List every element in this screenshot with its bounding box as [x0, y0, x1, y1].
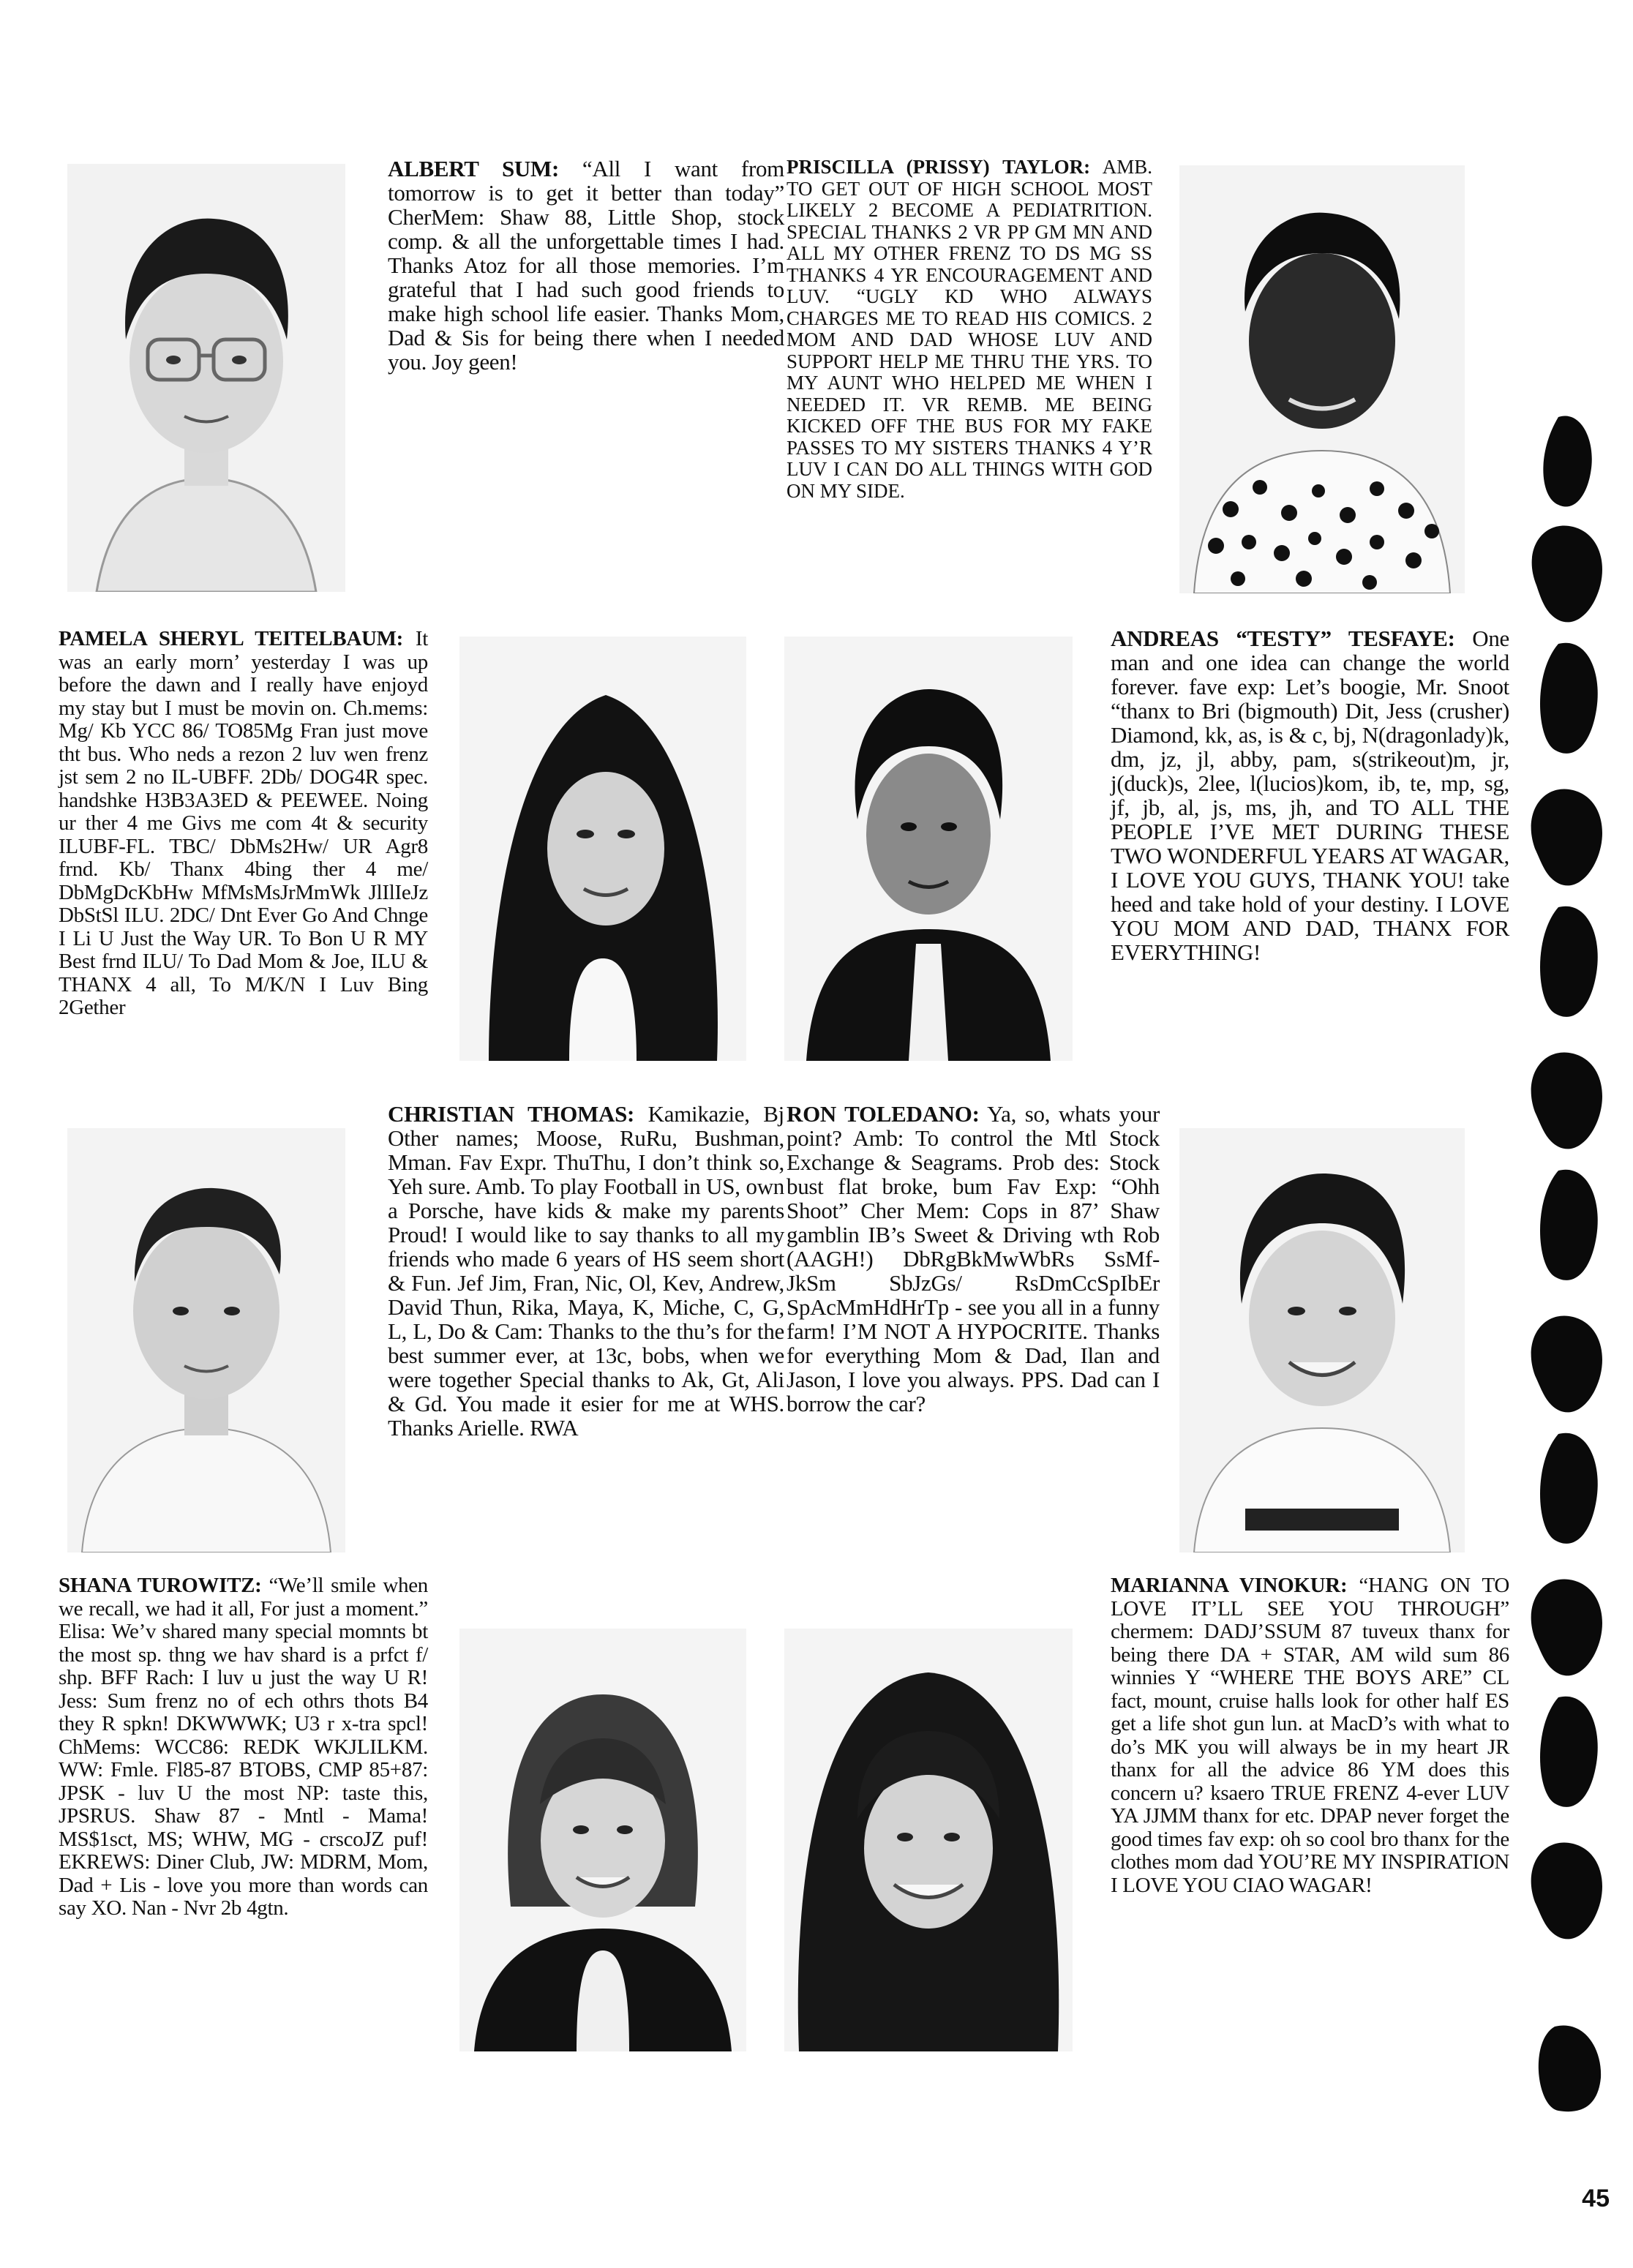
student-message: “All I want from tomorrow is to get it better than today” CherMem: Shaw 88, Little Shop, stock comp. & all the unforgettable times I had. Thanks Atoz for all those memories. I’m grateful that I had such good friends to make high school life easier. Thanks Mom, Dad & Sis for being there when I needed you. Joy geen! [388, 156, 784, 375]
footprint-icon [1531, 1579, 1602, 1675]
footprints-decoration [1514, 395, 1617, 2268]
footprint-icon [1531, 1315, 1602, 1412]
portrait-marianna-vinokur [784, 1629, 1073, 2051]
boy-with-glasses-portrait-icon [67, 164, 345, 592]
student-message: It was an early morn’ yesterday I was up before the dawn and I really have enjoyd my stay but I must be movin on. Ch.mems: Mg/ Kb YCC 86/ TO85Mg Fran just move tht bus. Who neds a rezon 2 luv wen frenz jst sem 2 no IL-UBFF. 2Db/ DOG4R spec. handshke H3B3A3ED & PEEWEE. Noing ur ther 4 me Givs me com 4t & security ILUBF-FL. TBC/ DbMs2Hw/ UR Agr8 frnd. Kb/ Thanx 4bing ther 4 me/ DbMgDcKbHw MfMsMsJrMmWk JlIlIeJz DbStSl ILU. 2DC/ Dnt Ever Go And Chnge I Li U Just the Way UR. To Bon U R MY Best frnd ILU/ To Dad Mom & Joe, ILU & THANX 4 all, To M/K/N I Luv Bing 2Gether [59, 627, 428, 1019]
girl-curly-hair-portrait-icon [784, 1629, 1073, 2051]
portrait-pamela-teitelbaum [459, 637, 746, 1061]
page-number: 45 [1582, 2185, 1610, 2212]
footprint-icon [1540, 906, 1598, 1017]
portrait-christian-thomas [67, 1128, 345, 1552]
student-name: SHANA TUROWITZ: [59, 1574, 262, 1597]
student-message: One man and one idea can change the world forever. fave exp: Let’s boogie, Mr. Snoot “thanx to Bri (bigmouth) Dit, Jess (crusher) Diamond, kk, as, is & c, bj, N(dragonlady)k, dm, jz, jl, abby, pam, s(strikeout)m, jr, j(duck)s, 2lee, l(lucios)kom, ib, te, mp, sg, jf, jb, al, js, ms, jh, and TO ALL THE PEOPLE I’VE MET DURING THESE TWO WONDERFUL YEARS AT WAGAR, I LOVE YOU GUYS, THANK YOU! take heed and take hold of your destiny. I LOVE YOU MOM AND DAD, THANX FOR EVERYTHING! [1111, 626, 1509, 965]
student-name: MARIANNA VINOKUR: [1111, 1574, 1348, 1597]
footprint-icon [1531, 1052, 1602, 1149]
student-message: Ya, so, whats your point? Amb: To control the Mtl Stock Exchange & Seagrams. Prob des: Stock bust flat broke, bum Fav Exp: “Ohh Shoot” Cher Mem: Cops in 87’ Shaw gamblin IB’s Sweet & Driving wth Rob (AAGH!) DbRgBkMwWbRs SsMf-JkSm SbJzGs/ RsDmCcSpIbEr SpAcMmHdHrTp - see you all in a funny farm! I’M NOT A HYPOCRITE. Thanks for everything Mom & Dad, Ilan and Jason, I love you always. PPS. Dad can I borrow the car? [787, 1101, 1160, 1416]
girl-polka-dot-sweater-portrait-icon [1179, 165, 1465, 593]
footprint-icon [1540, 643, 1598, 754]
bio-albert-sum [388, 157, 784, 374]
bio-christian-thomas [388, 1102, 784, 1440]
footprint-icon [1540, 1433, 1598, 1544]
girl-long-dark-hair-portrait-icon [459, 637, 746, 1061]
student-message: “HANG ON TO LOVE IT’LL SEE YOU THROUGH” chermem: DADJ’SSUM 87 tuveux thanx for being there DA + STAR, AM wild sum 86 winnies Y “WHERE THE BOYS ARE” CL fact, mount, cruise halls look for other half ES get a life shot gun lun. at MacD’s with what to do’s MK you will always be in my heart JR thanx for all the advice 86 YM does this concern u? ksaero TRUE FRENZ 4-ever LUV YA JJMM thanx for etc. DPAP never forget the good times fav exp: oh so cool bro thanx for the clothes mom dad YOU’RE MY INSPIRATION I LOVE YOU CIAO WAGAR! [1111, 1574, 1509, 1897]
bio-priscilla-taylor [787, 157, 1152, 502]
bio-andreas-tesfaye [1111, 626, 1509, 964]
student-name: PRISCILLA (PRISSY) TAYLOR: [787, 156, 1091, 178]
boy-short-hair-portrait-icon [67, 1128, 345, 1552]
student-name: CHRISTIAN THOMAS: [388, 1101, 635, 1127]
footprint-icon [1540, 1697, 1598, 1807]
student-message: Kamikazie, Bj Other names; Moose, RuRu, Bushman, Mman. Fav Expr. ThuThu, I don’t think so, Yeh sure. Amb. To play Football in US, own a Porsche, have kids & make my parents Proud! I would like to say thanks to all my friends who made 6 years of HS seem short & Fun. Jef Jim, Fran, Nic, Ol, Kev, Andrew, David Thun, Rika, Maya, K, Miche, C, G, L, L, Do & Cam: Thanks to the thu’s for the best summer ever, at 13c, bobs, when we were together Special thanks to Ak, Gt, Ali & Gd. You made it esier for me at WHS. Thanks Arielle. RWA [388, 1101, 784, 1441]
portrait-priscilla-taylor [1179, 165, 1465, 593]
student-name: PAMELA SHERYL TEITELBAUM: [59, 627, 404, 650]
portrait-andreas-tesfaye [784, 637, 1073, 1061]
girl-bangs-portrait-icon [459, 1629, 746, 2051]
bio-pamela-teitelbaum [59, 628, 428, 1020]
footprint-icon [1531, 789, 1602, 885]
bio-marianna-vinokur [1111, 1574, 1509, 1897]
footprint-icon [1543, 416, 1591, 506]
footprint-icon [1539, 2025, 1601, 2111]
boy-graduation-gown-portrait-icon [784, 637, 1073, 1061]
bio-ron-toledano [787, 1102, 1160, 1416]
bio-shana-turowitz [59, 1574, 428, 1920]
boy-curly-hair-tshirt-portrait-icon [1179, 1128, 1465, 1552]
footprint-icon [1540, 1170, 1598, 1280]
portrait-shana-turowitz [459, 1629, 746, 2051]
student-name: RON TOLEDANO: [787, 1101, 980, 1127]
student-name: ANDREAS “TESTY” TESFAYE: [1111, 626, 1455, 651]
footprint-icon [1532, 525, 1602, 622]
footprint-icon [1531, 1842, 1602, 1939]
student-message: AMB. TO GET OUT OF HIGH SCHOOL MOST LIKELY 2 BECOME A PEDIATRITION. SPECIAL THANKS 2 VR PP GM MN AND ALL MY OTHER FRENZ TO DS MG SS THANKS 4 YR ENCOURAGEMENT AND LUV. “UGLY KD WHO ALWAYS CHARGES ME TO READ HIS COMICS. 2 MOM AND DAD WHOSE LUV AND SUPPORT HELP ME THRU THE YRS. TO MY AUNT WHO HELPED ME WHEN I NEEDED IT. VR REMB. ME BEING KICKED OFF THE BUS FOR MY FAKE PASSES TO MY SISTERS THANKS 4 Y’R LUV I CAN DO ALL THINGS WITH GOD ON MY SIDE. [787, 156, 1152, 502]
student-message: “We’ll smile when we recall, we had it all, For just a moment.” Elisa: We’v shared many special momnts bt the most sp. thng we hav shard is a prfct f/ shp. BFF Rach: I luv u just the way U R! Jess: Sum frenz no of ech othrs thots B4 they R spkn! DKWWWK; U3 r x-tra spcl! ChMems: WCC86: REDK WKJLILKM. WW: Fmle. Fl85-87 BTOBS, CMP 85+87: JPSK - luv U the most NP: taste this, JPSRUS. Shaw 87 - Mntl - Mama! MS$1sct, MS; WHW, MG - crscoJZ puf! EKREWS: Diner Club, JW: MDRM, Mom, Dad + Lis - love you more than words can say XO. Nan - Nvr 2b 4gtn. [59, 1574, 428, 1920]
student-name: ALBERT SUM: [388, 156, 559, 181]
portrait-albert-sum [67, 164, 345, 592]
portrait-ron-toledano [1179, 1128, 1465, 1552]
